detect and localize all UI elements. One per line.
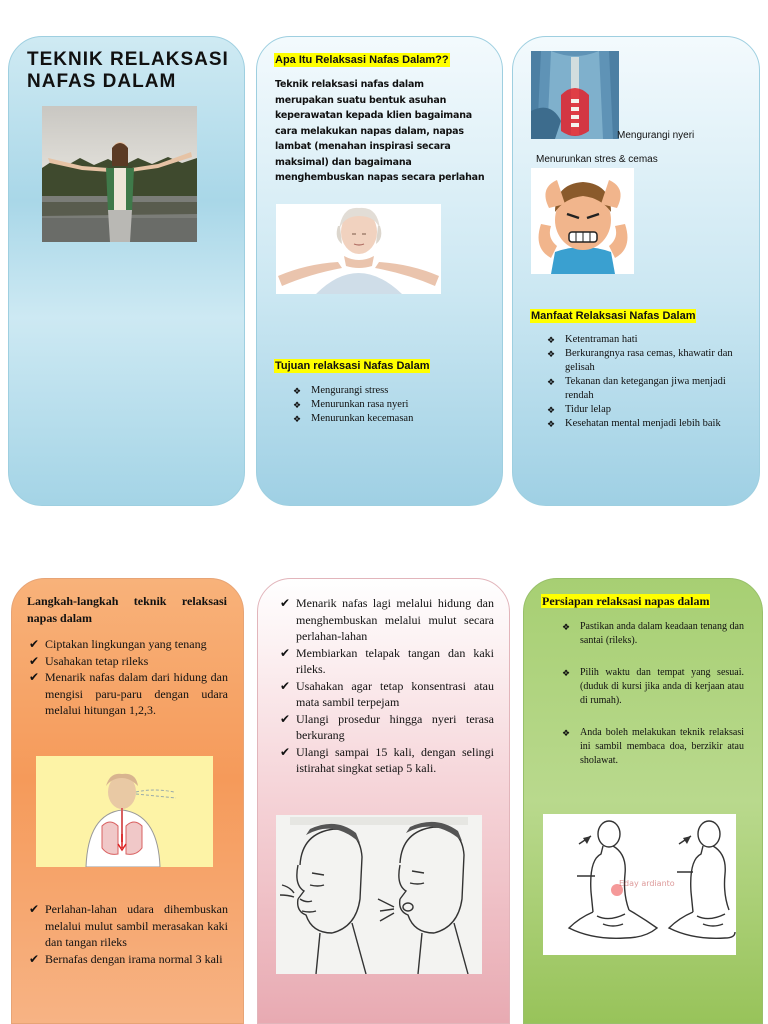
- list-item: [280, 645, 494, 678]
- diamond-bullet-icon: ❖: [293, 386, 302, 396]
- list-item: [547, 375, 745, 403]
- diamond-bullet-icon: ❖: [547, 349, 556, 359]
- checkmark-icon: ✔: [29, 670, 40, 684]
- goal-text: Mengurangi stress: [311, 385, 389, 396]
- benefit-heading: Manfaat Relaksasi Nafas Dalam: [531, 310, 696, 322]
- title-line-1: TEKNIK RELAKSASI: [27, 49, 229, 70]
- list-item: [562, 726, 744, 768]
- preparation-text: Anda boleh melakukan teknik relaksasi ini sambil membaca doa, berzikir atau sholawat.: [580, 727, 744, 766]
- list-item: [29, 653, 228, 670]
- what-is-heading: Apa Itu Relaksasi Nafas Dalam??: [275, 54, 449, 66]
- steps-heading: Langkah-langkah teknik relaksasi napas dalam: [27, 594, 227, 625]
- panel-steps-1: [11, 578, 244, 1024]
- diamond-bullet-icon: ❖: [547, 377, 556, 387]
- list-item: [29, 669, 228, 719]
- panel-benefits: [512, 36, 760, 506]
- benefit-text: Tidur lelap: [565, 404, 611, 415]
- diamond-bullet-icon: ❖: [562, 622, 571, 632]
- title-line-2: NAFAS DALAM: [27, 71, 177, 92]
- list-item: [280, 595, 494, 645]
- step-text: Ciptakan lingkungan yang tenang: [45, 637, 207, 651]
- list-item: [547, 417, 745, 431]
- breathing-lungs-illustration: [36, 756, 213, 867]
- step-text: Usahakan agar tetap konsentrasi atau mata sambil terpejam: [296, 678, 494, 709]
- list-item: [293, 398, 483, 412]
- benefit-text: Tekanan dan ketegangan jiwa menjadi rendah: [565, 376, 726, 401]
- list-item: [280, 711, 494, 744]
- step-text: Usahakan tetap rileks: [45, 653, 149, 668]
- list-item: [293, 384, 483, 398]
- step-text: Bernafas dengan irama normal 3 kali: [45, 951, 223, 966]
- diamond-bullet-icon: ❖: [293, 414, 302, 424]
- checkmark-icon: ✔: [280, 596, 291, 610]
- what-is-paragraph: Teknik relaksasi nafas dalam merupakan suatu bentuk asuhan keperawatan kepada klien bagaimana cara melakukan napas dalam, napas lambat (menahan inspirasi secara maksimal) dan bagaimana menghembuskan napas secara perlahan: [275, 79, 485, 183]
- benefit-text: Ketentraman hati: [565, 334, 638, 345]
- checkmark-icon: ✔: [29, 951, 40, 966]
- checkmark-icon: ✔: [280, 711, 291, 726]
- list-item: [29, 951, 228, 968]
- step-text: Membiarkan telapak tangan dan kaki rileks.: [296, 645, 494, 676]
- checkmark-icon: ✔: [29, 653, 40, 668]
- stressed-boy-cartoon: [531, 168, 634, 274]
- list-item: [29, 901, 228, 951]
- checkmark-icon: ✔: [29, 902, 40, 916]
- diamond-bullet-icon: ❖: [293, 400, 302, 410]
- benefit-text: Kesehatan mental menjadi lebih baik: [565, 418, 721, 429]
- benefit-text: Berkurangnya rasa cemas, khawatir dan gelisah: [565, 348, 733, 373]
- diamond-bullet-icon: ❖: [547, 419, 556, 429]
- goal-heading: Tujuan relaksasi Nafas Dalam: [275, 360, 430, 372]
- diamond-bullet-icon: ❖: [562, 728, 571, 738]
- list-item: [280, 678, 494, 711]
- steps-list-bottom: [29, 901, 228, 967]
- brochure-title: [27, 49, 229, 93]
- preparation-text: Pilih waktu dan tempat yang sesuai. (duduk di kursi jika anda di kerjaan atau di rumah).: [580, 667, 744, 706]
- goal-text: Menurunkan kecemasan: [311, 413, 414, 424]
- step-text: Menarik nafas dalam dari hidung dan mengisi paru-paru dengan udara melalui hitungan 1,2,3.: [45, 670, 228, 717]
- list-item: [547, 347, 745, 375]
- goal-list: [293, 384, 483, 426]
- step-text: Ulangi prosedur hingga nyeri terasa berkurang: [296, 711, 494, 742]
- step-text: Menarik nafas lagi melalui hidung dan menghembuskan melalui mulut secara perlahan-lahan: [296, 596, 494, 643]
- steps-list-top: [29, 636, 228, 719]
- benefit-list: [547, 333, 745, 431]
- preparation-list: [562, 620, 744, 768]
- checkmark-icon: ✔: [280, 678, 291, 693]
- list-item: [562, 620, 744, 648]
- back-pain-caption: Mengurangi nyeri: [617, 130, 695, 141]
- watermark-text: Eday ardianto: [619, 879, 675, 888]
- diamond-bullet-icon: ❖: [547, 335, 556, 345]
- seated-meditation-sketch: [543, 814, 736, 955]
- list-item: [547, 333, 745, 347]
- goal-text: Menurunkan rasa nyeri: [311, 399, 409, 410]
- diamond-bullet-icon: ❖: [562, 668, 571, 678]
- list-item: [29, 636, 228, 653]
- panel-cover: [8, 36, 245, 506]
- panel-steps-2: [257, 578, 510, 1024]
- back-pain-photo: [531, 51, 619, 139]
- step-text: Ulangi sampai 15 kali, dengan selingi istirahat singkat setiap 5 kali.: [296, 744, 494, 775]
- steps-list-continued: [280, 595, 494, 777]
- panel-preparation: [523, 578, 763, 1024]
- list-item: [280, 744, 494, 777]
- woman-lake-photo: [42, 106, 197, 242]
- preparation-heading: Persiapan relaksasi napas dalam: [542, 594, 710, 608]
- stress-caption: Menurunkan stres & cemas: [536, 154, 658, 165]
- list-item: [562, 666, 744, 708]
- checkmark-icon: ✔: [280, 744, 291, 759]
- list-item: [547, 403, 745, 417]
- preparation-text: Pastikan anda dalam keadaan tenang dan santai (rileks).: [580, 621, 744, 646]
- list-item: [293, 412, 483, 426]
- diamond-bullet-icon: ❖: [547, 405, 556, 415]
- panel-what-is: [256, 36, 503, 506]
- elderly-woman-photo: [276, 204, 441, 294]
- step-text: Perlahan-lahan udara dihembuskan melalui mulut sambil merasakan kaki dan tangan rileks: [45, 902, 228, 949]
- nose-mouth-breathing-sketch: [276, 815, 482, 974]
- checkmark-icon: ✔: [280, 645, 291, 660]
- checkmark-icon: ✔: [29, 637, 40, 651]
